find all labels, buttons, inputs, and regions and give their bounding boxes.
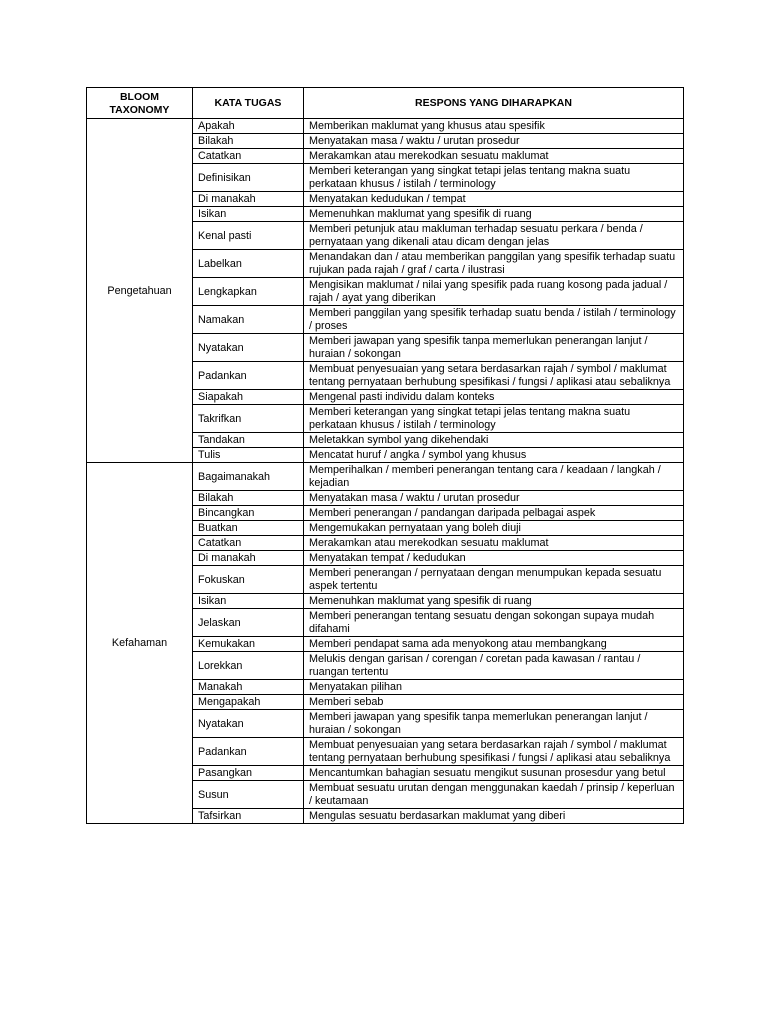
kata-tugas-cell: Kemukakan [193,637,304,652]
respons-cell: Mencatat huruf / angka / symbol yang khusus [304,448,684,463]
respons-cell: Mengulas sesuatu berdasarkan maklumat yang diberi [304,809,684,824]
kata-tugas-cell: Definisikan [193,164,304,192]
respons-cell: Mencantumkan bahagian sesuatu mengikut susunan prosesdur yang betul [304,766,684,781]
respons-cell: Mengemukakan pernyataan yang boleh diuji [304,521,684,536]
taxonomy-level-cell: Kefahaman [87,463,193,824]
kata-tugas-cell: Di manakah [193,551,304,566]
kata-tugas-cell: Padankan [193,738,304,766]
respons-cell: Memberi jawapan yang spesifik tanpa memerlukan penerangan lanjut / huraian / sokongan [304,334,684,362]
respons-cell: Memberi penerangan tentang sesuatu dengan sokongan supaya mudah difahami [304,609,684,637]
respons-cell: Memberi pendapat sama ada menyokong atau membangkang [304,637,684,652]
kata-tugas-cell: Catatkan [193,149,304,164]
kata-tugas-cell: Susun [193,781,304,809]
kata-tugas-cell: Mengapakah [193,695,304,710]
kata-tugas-cell: Jelaskan [193,609,304,637]
kata-tugas-cell: Kenal pasti [193,222,304,250]
respons-cell: Menyatakan pilihan [304,680,684,695]
respons-cell: Memenuhkan maklumat yang spesifik di ruang [304,594,684,609]
respons-cell: Menyatakan tempat / kedudukan [304,551,684,566]
kata-tugas-cell: Fokuskan [193,566,304,594]
respons-cell: Memberi penerangan / pernyataan dengan menumpukan kepada sesuatu aspek tertentu [304,566,684,594]
kata-tugas-cell: Labelkan [193,250,304,278]
respons-cell: Meletakkan symbol yang dikehendaki [304,433,684,448]
header-respons: RESPONS YANG DIHARAPKAN [304,88,684,119]
kata-tugas-cell: Bagaimanakah [193,463,304,491]
kata-tugas-cell: Bilakah [193,491,304,506]
respons-cell: Memberi jawapan yang spesifik tanpa memerlukan penerangan lanjut / huraian / sokongan [304,710,684,738]
bloom-taxonomy-table [86,87,684,824]
kata-tugas-cell: Bincangkan [193,506,304,521]
kata-tugas-cell: Nyatakan [193,334,304,362]
respons-cell: Memberi penerangan / pandangan daripada pelbagai aspek [304,506,684,521]
table-header-row [87,88,684,119]
respons-cell: Melukis dengan garisan / corengan / coretan pada kawasan / rantau / ruangan tertentu [304,652,684,680]
respons-cell: Membuat penyesuaian yang setara berdasarkan rajah / symbol / maklumat tentang pernyataan berhubung spesifikasi / fungsi / aplikasi atau sebaliknya [304,362,684,390]
kata-tugas-cell: Isikan [193,594,304,609]
header-kata-tugas: KATA TUGAS [193,88,304,119]
respons-cell: Membuat penyesuaian yang setara berdasarkan rajah / symbol / maklumat tentang pernyataan berhubung spesifikasi / fungsi / aplikasi atau sebaliknya [304,738,684,766]
respons-cell: Memberi panggilan yang spesifik terhadap suatu benda / istilah / terminology / proses [304,306,684,334]
respons-cell: Mengisikan maklumat / nilai yang spesifik pada ruang kosong pada jadual / rajah / ayat yang diberikan [304,278,684,306]
respons-cell: Menandakan dan / atau memberikan panggilan yang spesifik terhadap suatu rujukan pada rajah / graf / carta / ilustrasi [304,250,684,278]
kata-tugas-cell: Tulis [193,448,304,463]
kata-tugas-cell: Pasangkan [193,766,304,781]
table-body [87,119,684,824]
kata-tugas-cell: Padankan [193,362,304,390]
kata-tugas-cell: Nyatakan [193,710,304,738]
taxonomy-level-cell: Pengetahuan [87,119,193,463]
kata-tugas-cell: Isikan [193,207,304,222]
header-bloom-taxonomy: BLOOM TAXONOMY [87,88,193,119]
kata-tugas-cell: Tafsirkan [193,809,304,824]
respons-cell: Merakamkan atau merekodkan sesuatu maklumat [304,149,684,164]
respons-cell: Memberi sebab [304,695,684,710]
respons-cell: Mengenal pasti individu dalam konteks [304,390,684,405]
respons-cell: Membuat sesuatu urutan dengan menggunakan kaedah / prinsip / keperluan / keutamaan [304,781,684,809]
respons-cell: Menyatakan masa / waktu / urutan prosedur [304,134,684,149]
kata-tugas-cell: Siapakah [193,390,304,405]
kata-tugas-cell: Manakah [193,680,304,695]
table-row [87,119,684,134]
respons-cell: Merakamkan atau merekodkan sesuatu maklumat [304,536,684,551]
kata-tugas-cell: Tandakan [193,433,304,448]
kata-tugas-cell: Lorekkan [193,652,304,680]
kata-tugas-cell: Lengkapkan [193,278,304,306]
kata-tugas-cell: Di manakah [193,192,304,207]
respons-cell: Memberi keterangan yang singkat tetapi jelas tentang makna suatu perkataan khusus / istilah / terminology [304,164,684,192]
kata-tugas-cell: Namakan [193,306,304,334]
kata-tugas-cell: Apakah [193,119,304,134]
table-row [87,463,684,491]
respons-cell: Memberi keterangan yang singkat tetapi jelas tentang makna suatu perkataan khusus / istilah / terminology [304,405,684,433]
kata-tugas-cell: Catatkan [193,536,304,551]
kata-tugas-cell: Buatkan [193,521,304,536]
kata-tugas-cell: Bilakah [193,134,304,149]
respons-cell: Menyatakan kedudukan / tempat [304,192,684,207]
respons-cell: Memperihalkan / memberi penerangan tentang cara / keadaan / langkah / kejadian [304,463,684,491]
respons-cell: Memberi petunjuk atau makluman terhadap sesuatu perkara / benda / pernyataan yang dikenali atau dicam dengan jelas [304,222,684,250]
respons-cell: Memberikan maklumat yang khusus atau spesifik [304,119,684,134]
kata-tugas-cell: Takrifkan [193,405,304,433]
respons-cell: Memenuhkan maklumat yang spesifik di ruang [304,207,684,222]
respons-cell: Menyatakan masa / waktu / urutan prosedur [304,491,684,506]
